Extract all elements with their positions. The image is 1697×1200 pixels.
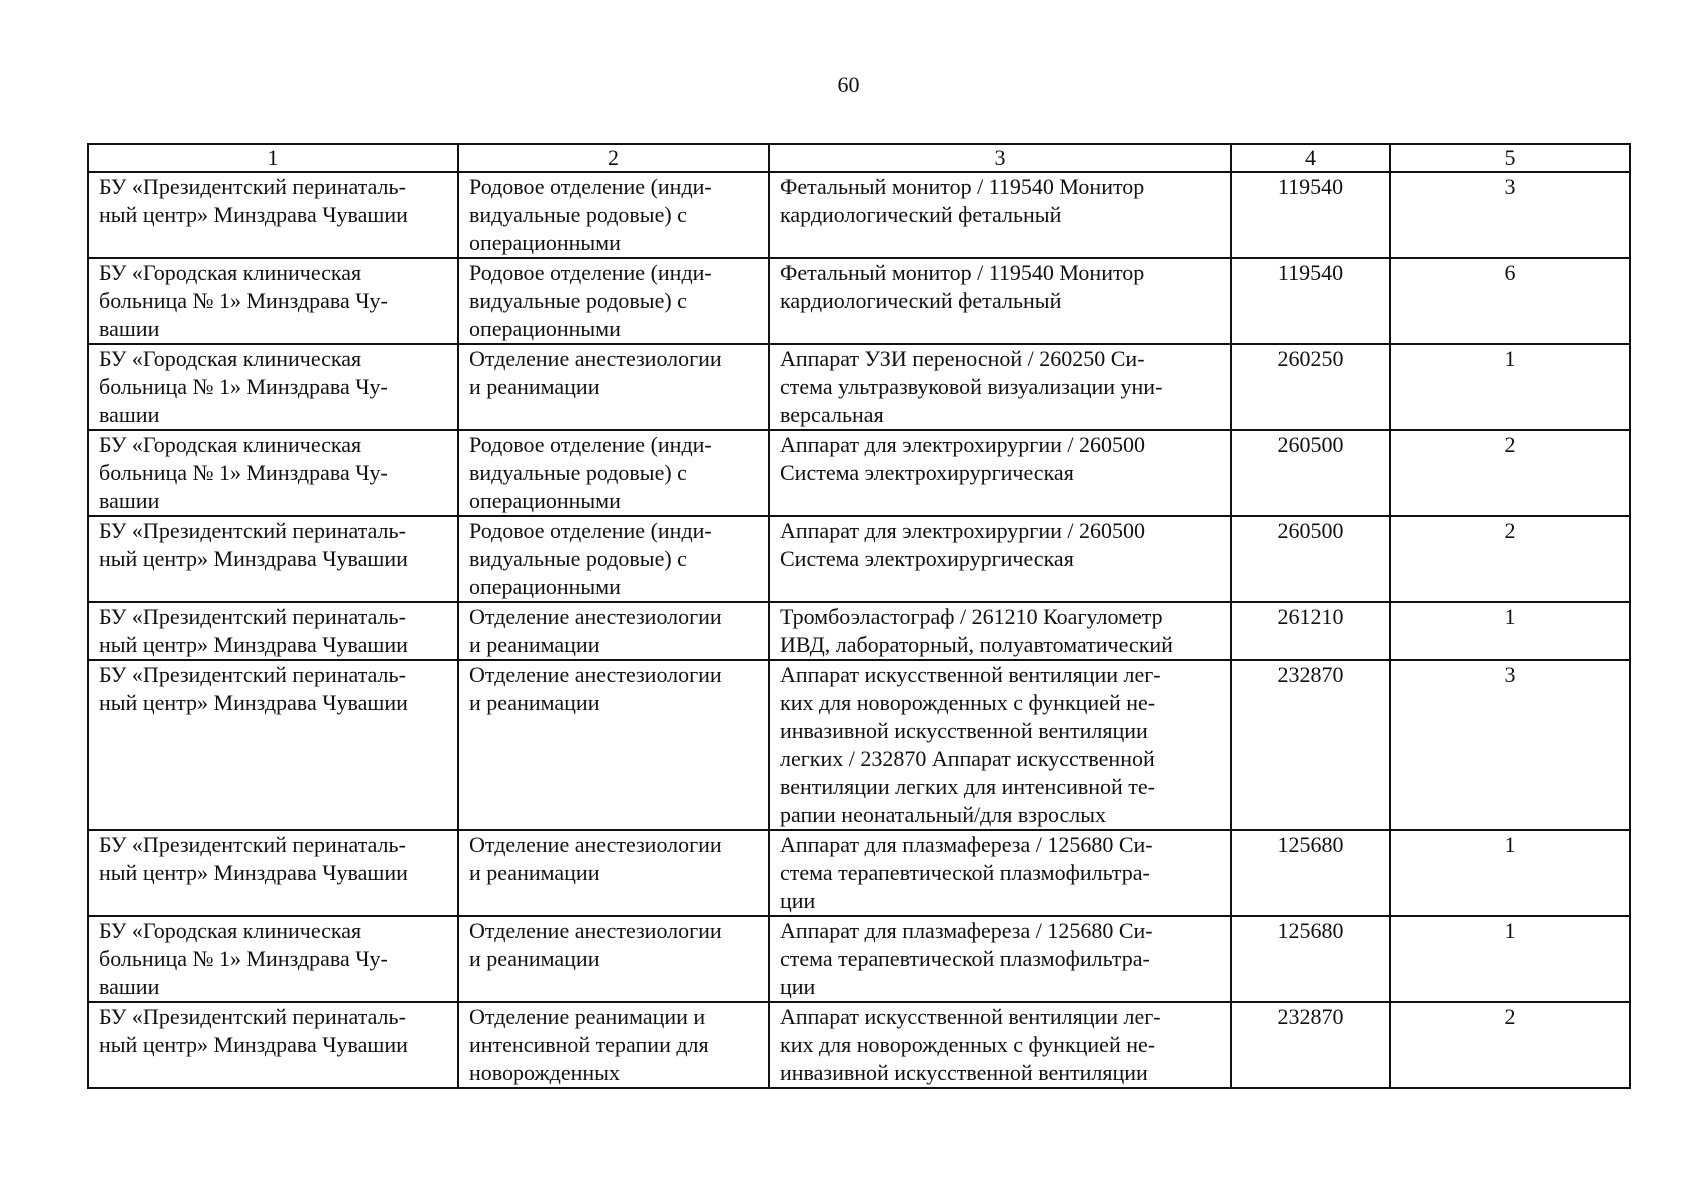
cell-text-line: больница № 1» Минздрава Чу- <box>99 374 388 399</box>
quantity-cell: 2 <box>1390 430 1630 516</box>
quantity-cell: 1 <box>1390 916 1630 1002</box>
cell-text-line: БУ «Городская клиническая <box>99 432 362 457</box>
cell-text-line: Система электрохирургическая <box>780 460 1074 485</box>
cell-text-line: Родовое отделение (инди- <box>469 432 712 457</box>
table-row <box>88 830 1630 916</box>
cell-text-line: легких / 232870 Аппарат искусственной <box>780 746 1155 771</box>
cell-text-line: и реанимации <box>469 374 600 399</box>
cell-text-line: ный центр» Минздрава Чувашии <box>99 690 408 715</box>
cell-text-line: Тромбоэластограф / 261210 Коагулометр <box>780 604 1163 629</box>
cell-text-line: видуальные родовые) с <box>469 460 687 485</box>
table-row <box>88 916 1630 1002</box>
table-row <box>88 344 1630 430</box>
cell-text-line: стема терапевтической плазмофильтра- <box>780 860 1150 885</box>
cell-text-line: ции <box>780 974 816 999</box>
quantity-cell: 2 <box>1390 1002 1630 1088</box>
cell-text-line: кардиологический фетальный <box>780 202 1062 227</box>
cell-text-line: вентиляции легких для интенсивной те- <box>780 774 1155 799</box>
cell-text-line: Фетальный монитор / 119540 Монитор <box>780 174 1145 199</box>
table-row <box>88 1002 1630 1088</box>
cell-text-line: БУ «Президентский перинаталь- <box>99 1004 406 1029</box>
cell-text-line: операционными <box>469 574 621 599</box>
code-cell: 260500 <box>1231 516 1390 602</box>
institution-cell <box>88 344 458 430</box>
column-header-1: 1 <box>88 144 458 172</box>
cell-text-line: рапии неонатальный/для взрослых <box>780 802 1107 827</box>
code-cell: 260250 <box>1231 344 1390 430</box>
institution-cell <box>88 602 458 660</box>
department-cell <box>458 430 769 516</box>
cell-text-line: БУ «Городская клиническая <box>99 918 362 943</box>
code-cell: 261210 <box>1231 602 1390 660</box>
cell-text-line: Аппарат для плазмафереза / 125680 Си- <box>780 918 1153 943</box>
equipment-cell <box>769 1002 1231 1088</box>
equipment-cell <box>769 916 1231 1002</box>
institution-cell <box>88 516 458 602</box>
cell-text-line: больница № 1» Минздрава Чу- <box>99 288 388 313</box>
quantity-cell: 1 <box>1390 344 1630 430</box>
institution-cell <box>88 916 458 1002</box>
cell-text-line: Родовое отделение (инди- <box>469 174 712 199</box>
cell-text-line: операционными <box>469 316 621 341</box>
code-cell: 119540 <box>1231 172 1390 258</box>
table-body <box>88 172 1630 1088</box>
cell-text-line: ный центр» Минздрава Чувашии <box>99 860 408 885</box>
equipment-cell <box>769 660 1231 830</box>
department-cell <box>458 660 769 830</box>
cell-text-line: интенсивной терапии для <box>469 1032 709 1057</box>
cell-text-line: вашии <box>99 316 160 341</box>
cell-text-line: видуальные родовые) с <box>469 202 687 227</box>
cell-text-line: вашии <box>99 488 160 513</box>
cell-text-line: ких для новорожденных с функцией не- <box>780 1032 1156 1057</box>
equipment-table <box>87 143 1631 1089</box>
cell-text-line: БУ «Городская клиническая <box>99 346 362 371</box>
cell-text-line: и реанимации <box>469 946 600 971</box>
equipment-cell <box>769 172 1231 258</box>
page-number: 60 <box>837 72 860 97</box>
department-cell <box>458 830 769 916</box>
column-header-5: 5 <box>1390 144 1630 172</box>
cell-text-line: Отделение анестезиологии <box>469 662 722 687</box>
institution-cell <box>88 660 458 830</box>
code-cell: 232870 <box>1231 660 1390 830</box>
department-cell <box>458 1002 769 1088</box>
table-row <box>88 660 1630 830</box>
quantity-cell: 3 <box>1390 172 1630 258</box>
institution-cell <box>88 172 458 258</box>
cell-text-line: Аппарат УЗИ переносной / 260250 Си- <box>780 346 1145 371</box>
cell-text-line: Фетальный монитор / 119540 Монитор <box>780 260 1145 285</box>
department-cell <box>458 602 769 660</box>
cell-text-line: версальная <box>780 402 884 427</box>
institution-cell <box>88 1002 458 1088</box>
table-row <box>88 430 1630 516</box>
department-cell <box>458 258 769 344</box>
code-cell: 125680 <box>1231 916 1390 1002</box>
cell-text-line: больница № 1» Минздрава Чу- <box>99 946 388 971</box>
department-cell <box>458 172 769 258</box>
cell-text-line: Аппарат для плазмафереза / 125680 Си- <box>780 832 1153 857</box>
column-header-2: 2 <box>458 144 769 172</box>
cell-text-line: Родовое отделение (инди- <box>469 518 712 543</box>
equipment-cell <box>769 830 1231 916</box>
cell-text-line: инвазивной искусственной вентиляции <box>780 718 1148 743</box>
quantity-cell: 6 <box>1390 258 1630 344</box>
cell-text-line: кардиологический фетальный <box>780 288 1062 313</box>
department-cell <box>458 916 769 1002</box>
department-cell <box>458 516 769 602</box>
cell-text-line: Отделение анестезиологии <box>469 918 722 943</box>
cell-text-line: и реанимации <box>469 860 600 885</box>
cell-text-line: видуальные родовые) с <box>469 288 687 313</box>
code-cell: 125680 <box>1231 830 1390 916</box>
table-header-row <box>88 144 1630 172</box>
cell-text-line: и реанимации <box>469 632 600 657</box>
cell-text-line: Аппарат для электрохирургии / 260500 <box>780 518 1145 543</box>
cell-text-line: вашии <box>99 974 160 999</box>
table-row <box>88 258 1630 344</box>
cell-text-line: Отделение анестезиологии <box>469 832 722 857</box>
equipment-cell <box>769 430 1231 516</box>
code-cell: 232870 <box>1231 1002 1390 1088</box>
equipment-cell <box>769 602 1231 660</box>
equipment-cell <box>769 258 1231 344</box>
cell-text-line: операционными <box>469 230 621 255</box>
cell-text-line: ИВД, лабораторный, полуавтоматический <box>780 632 1173 657</box>
cell-text-line: операционными <box>469 488 621 513</box>
quantity-cell: 1 <box>1390 830 1630 916</box>
table-row <box>88 602 1630 660</box>
cell-text-line: БУ «Президентский перинаталь- <box>99 174 406 199</box>
cell-text-line: инвазивной искусственной вентиляции <box>780 1060 1148 1085</box>
equipment-cell <box>769 344 1231 430</box>
cell-text-line: БУ «Президентский перинаталь- <box>99 604 406 629</box>
table-row <box>88 516 1630 602</box>
cell-text-line: новорожденных <box>469 1060 620 1085</box>
quantity-cell: 3 <box>1390 660 1630 830</box>
cell-text-line: Отделение анестезиологии <box>469 346 722 371</box>
institution-cell <box>88 430 458 516</box>
cell-text-line: ный центр» Минздрава Чувашии <box>99 1032 408 1057</box>
column-header-3: 3 <box>769 144 1231 172</box>
cell-text-line: Система электрохирургическая <box>780 546 1074 571</box>
cell-text-line: БУ «Президентский перинаталь- <box>99 662 406 687</box>
cell-text-line: Родовое отделение (инди- <box>469 260 712 285</box>
cell-text-line: и реанимации <box>469 690 600 715</box>
quantity-cell: 2 <box>1390 516 1630 602</box>
cell-text-line: больница № 1» Минздрава Чу- <box>99 460 388 485</box>
cell-text-line: Отделение анестезиологии <box>469 604 722 629</box>
cell-text-line: ких для новорожденных с функцией не- <box>780 690 1156 715</box>
cell-text-line: Аппарат для электрохирургии / 260500 <box>780 432 1145 457</box>
cell-text-line: вашии <box>99 402 160 427</box>
code-cell: 260500 <box>1231 430 1390 516</box>
cell-text-line: ный центр» Минздрава Чувашии <box>99 202 408 227</box>
cell-text-line: ции <box>780 888 816 913</box>
table-row <box>88 172 1630 258</box>
cell-text-line: Аппарат искусственной вентиляции лег- <box>780 1004 1161 1029</box>
institution-cell <box>88 830 458 916</box>
quantity-cell: 1 <box>1390 602 1630 660</box>
code-cell: 119540 <box>1231 258 1390 344</box>
cell-text-line: ный центр» Минздрава Чувашии <box>99 632 408 657</box>
cell-text-line: БУ «Президентский перинаталь- <box>99 832 406 857</box>
equipment-cell <box>769 516 1231 602</box>
cell-text-line: ный центр» Минздрава Чувашии <box>99 546 408 571</box>
column-header-4: 4 <box>1231 144 1390 172</box>
institution-cell <box>88 258 458 344</box>
cell-text-line: Аппарат искусственной вентиляции лег- <box>780 662 1161 687</box>
cell-text-line: видуальные родовые) с <box>469 546 687 571</box>
cell-text-line: Отделение реанимации и <box>469 1004 706 1029</box>
cell-text-line: БУ «Городская клиническая <box>99 260 362 285</box>
cell-text-line: БУ «Президентский перинаталь- <box>99 518 406 543</box>
cell-text-line: стема терапевтической плазмофильтра- <box>780 946 1150 971</box>
department-cell <box>458 344 769 430</box>
cell-text-line: стема ультразвуковой визуализации уни- <box>780 374 1163 399</box>
